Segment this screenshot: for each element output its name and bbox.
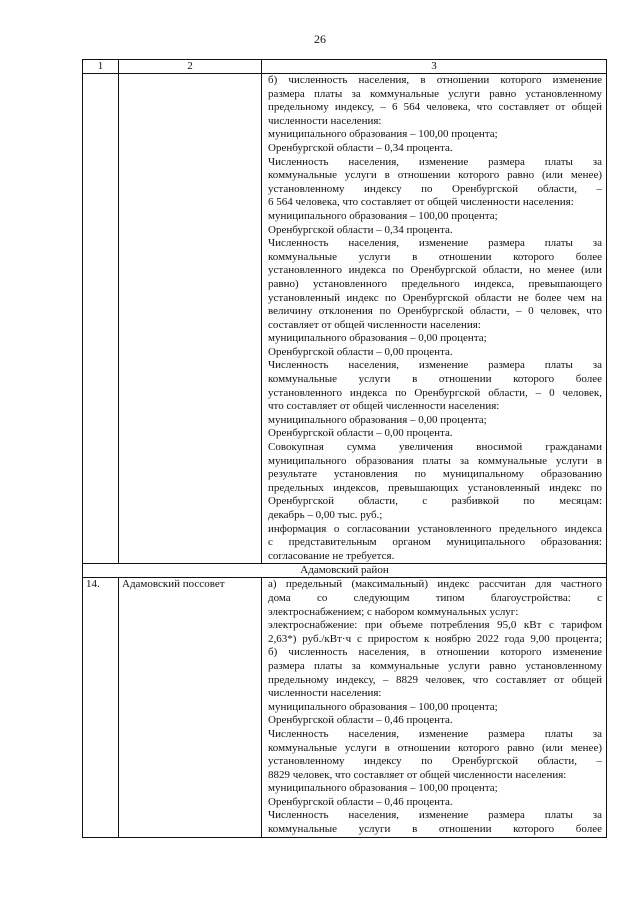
entry-line: электроснабжением; с набором коммунальных услуг: (268, 605, 519, 618)
entry-description (262, 578, 607, 837)
entry-line: коммунальные услуги в отношении которого равно (или менее) (268, 741, 602, 754)
continued-line: Совокупная сумма увеличения вносимой гражданами (268, 441, 602, 454)
entry-line: численности населения: (268, 687, 382, 700)
continued-line: предельных индексов, превышающих установленный индекс по (268, 481, 602, 494)
continued-line: б) численность населения, в отношении которого изменение (268, 74, 602, 86)
entry-line: предельному индексу, – 8829 человек, что составляет от общей (268, 673, 602, 686)
entry-line: муниципального образования – 100,00 процента; (268, 782, 498, 795)
continued-line: Численность населения, изменение размера платы за (268, 155, 602, 168)
continued-line: Численность населения, изменение размера платы за (268, 359, 602, 372)
continued-line: установленного индекса по Оренбургской области, – 0 человек, (268, 386, 602, 399)
cell-name-empty (119, 74, 262, 564)
continued-lines (268, 74, 602, 563)
column-header-1: 1 (83, 60, 119, 74)
continued-line: с представительным органом муниципального образования: (268, 536, 602, 549)
continued-line: равно) установленного предельного индекса, превышающего (268, 277, 602, 290)
section-title: Адамовский район (83, 564, 607, 578)
continued-line: Численность населения, изменение размера платы за (268, 237, 602, 250)
continued-line: информация о согласовании установленного предельного индекса (268, 522, 602, 535)
continued-line: декабрь – 0,00 тыс. руб.; (268, 509, 383, 521)
continued-line: Оренбургской области – 0,00 процента. (268, 345, 453, 358)
continued-line: коммунальные услуги в отношении которого более (268, 373, 602, 386)
entry-line: 2,63*) руб./кВт·ч с приростом к ноябрю 2022 года 9,00 процента; (268, 632, 602, 645)
entry-line: Оренбургской области – 0,46 процента. (268, 714, 453, 727)
continued-line: предельному индексу, – 6 564 человека, что составляет от общей (268, 101, 602, 114)
entry-lines (268, 578, 602, 836)
continued-line: Оренбургской области, с разбивкой по месяцам: (268, 495, 602, 508)
continued-line: Оренбургской области – 0,34 процента. (268, 141, 453, 154)
column-header-2: 2 (119, 60, 262, 74)
continued-line: что составляет от общей численности населения: (268, 400, 500, 413)
page-number: 26 (314, 32, 326, 46)
entry-line: а) предельный (максимальный) индекс рассчитан для частного (268, 578, 602, 591)
entry-line: 8829 человек, что составляет от общей численности населения: (268, 768, 567, 781)
continued-line: коммунальные услуги в отношении которого более (268, 250, 602, 263)
continued-line: установленному индексу по Оренбургской области, – (268, 182, 602, 195)
continued-line: численности населения: (268, 114, 382, 127)
entry-line: установленному индексу по Оренбургской области, – (268, 755, 602, 768)
entry-line: электроснабжение: при объеме потребления 95,0 кВт с тарифом (268, 619, 602, 632)
continued-line: установленный индекс по Оренбургской области не более чем на (268, 291, 602, 304)
continued-line: муниципального образования – 0,00 процента; (268, 413, 487, 426)
entry-line: муниципального образования – 100,00 процента; (268, 700, 498, 713)
continued-line: муниципального образования – 0,00 процента; (268, 332, 487, 345)
entry-line: коммунальные услуги в отношении которого более (268, 823, 602, 836)
continued-line: составляет от общей численности населения: (268, 318, 481, 331)
continued-line: Оренбургской области – 0,00 процента. (268, 427, 453, 440)
table-row-continued (83, 74, 607, 564)
continued-line: установленного индекса по Оренбургской области, но менее (или (268, 264, 602, 277)
entry-line: Численность населения, изменение размера платы за (268, 727, 602, 740)
continued-line: результате установления по муниципальному образованию (268, 468, 602, 481)
continued-line: коммунальные услуги в отношении которого равно (или менее) (268, 169, 602, 182)
table-header-row (83, 60, 607, 74)
continued-line: муниципального образования – 100,00 процента; (268, 128, 498, 141)
continued-line: муниципального образования – 100,00 процента; (268, 209, 498, 222)
entry-number: 14. (83, 578, 119, 837)
entry-line: дома со следующим типом благоустройства: с (268, 591, 602, 604)
entry-name: Адамовский поссовет (119, 578, 262, 837)
continued-line: согласование не требуется. (268, 549, 395, 562)
entry-line: Оренбургской области – 0,46 процента. (268, 795, 453, 808)
entry-line: Численность населения, изменение размера платы за (268, 809, 602, 822)
continued-line: муниципального образования платы за коммунальные услуги в (268, 454, 602, 467)
continued-line: размера платы за коммунальные услуги равно установленному (268, 87, 602, 100)
table-row-entry (83, 578, 607, 837)
continued-description (262, 74, 607, 564)
document-table (82, 59, 607, 838)
cell-number-empty (83, 74, 119, 564)
entry-line: б) численность населения, в отношении которого изменение (268, 646, 602, 659)
continued-line: Оренбургской области – 0,34 процента. (268, 223, 453, 236)
continued-line: 6 564 человека, что составляет от общей численности населения: (268, 196, 574, 209)
column-header-3: 3 (262, 60, 607, 74)
continued-line: величину отклонения по Оренбургской области, – 0 человек, что (268, 305, 602, 318)
section-row (83, 564, 607, 578)
entry-line: размера платы за коммунальные услуги равно установленному (268, 659, 602, 672)
